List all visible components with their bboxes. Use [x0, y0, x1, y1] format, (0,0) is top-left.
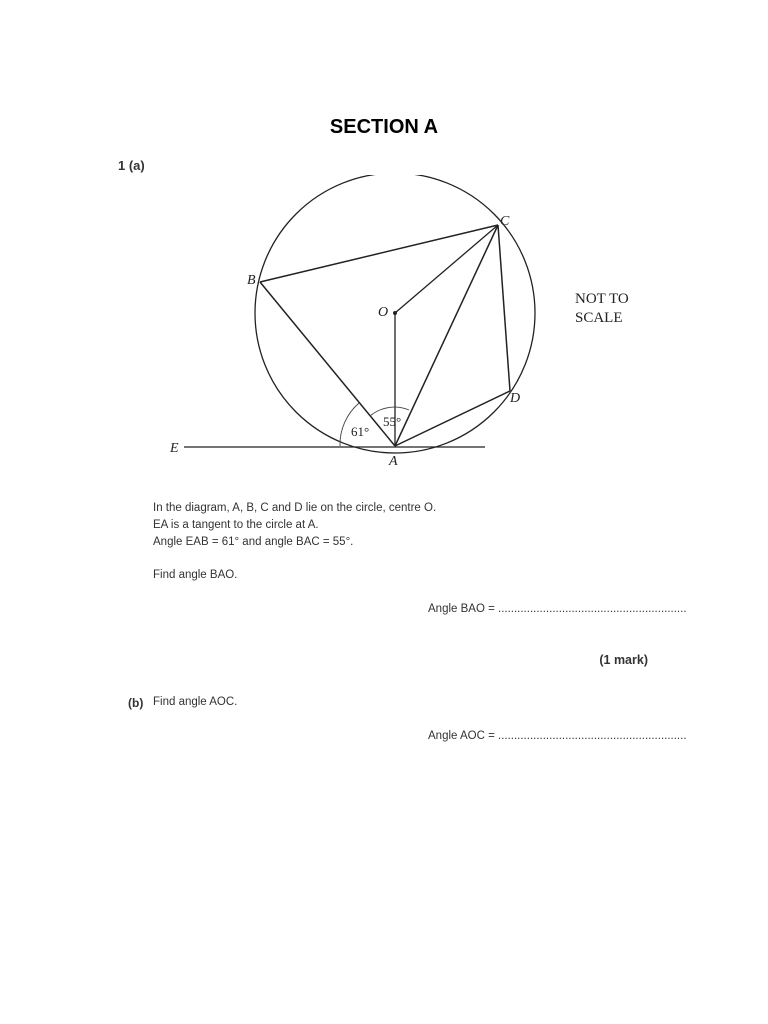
- chord-AC: [395, 225, 498, 446]
- not-to-scale-line2: SCALE: [575, 310, 623, 326]
- statement-line-2: EA is a tangent to the circle at A.: [153, 519, 319, 531]
- question-1b-label: (b): [128, 696, 144, 710]
- point-label-B: B: [247, 273, 256, 288]
- question-1a-task: Find angle BAO.: [153, 569, 238, 581]
- question-1b-task: Find angle AOC.: [153, 696, 238, 708]
- statement-line-3: Angle EAB = 61° and angle BAC = 55°.: [153, 536, 354, 548]
- answer-prompt-bao: Angle BAO =: [428, 603, 498, 615]
- answer-blank-aoc[interactable]: ...........................................................: [498, 730, 687, 742]
- answer-prompt-aoc: Angle AOC =: [428, 730, 498, 742]
- chord-BC: [260, 225, 498, 282]
- section-title: SECTION A: [329, 116, 439, 138]
- question-1a-label: 1 (a): [118, 158, 145, 173]
- answer-line-bao: [428, 603, 687, 615]
- not-to-scale-line1: NOT TO: [575, 291, 629, 307]
- point-label-O: O: [378, 305, 389, 320]
- centre-point: [393, 311, 397, 315]
- chord-BA: [260, 282, 395, 446]
- angle-label-61: 61°: [351, 424, 370, 439]
- chord-CD: [498, 225, 510, 391]
- answer-blank-bao[interactable]: ...........................................................: [498, 603, 687, 615]
- answer-line-aoc: [428, 730, 687, 742]
- chord-DA: [395, 391, 510, 446]
- angle-label-55: 55°: [383, 414, 402, 429]
- point-label-E: E: [170, 441, 179, 456]
- statement-line-1: In the diagram, A, B, C and D lie on the circle, centre O.: [153, 502, 437, 514]
- radius-OC: [395, 225, 498, 313]
- point-label-A: A: [389, 454, 398, 469]
- point-label-C: C: [500, 214, 510, 229]
- circle-diagram: [150, 175, 650, 475]
- point-label-D: D: [510, 391, 521, 406]
- marks-label: (1 mark): [599, 653, 648, 667]
